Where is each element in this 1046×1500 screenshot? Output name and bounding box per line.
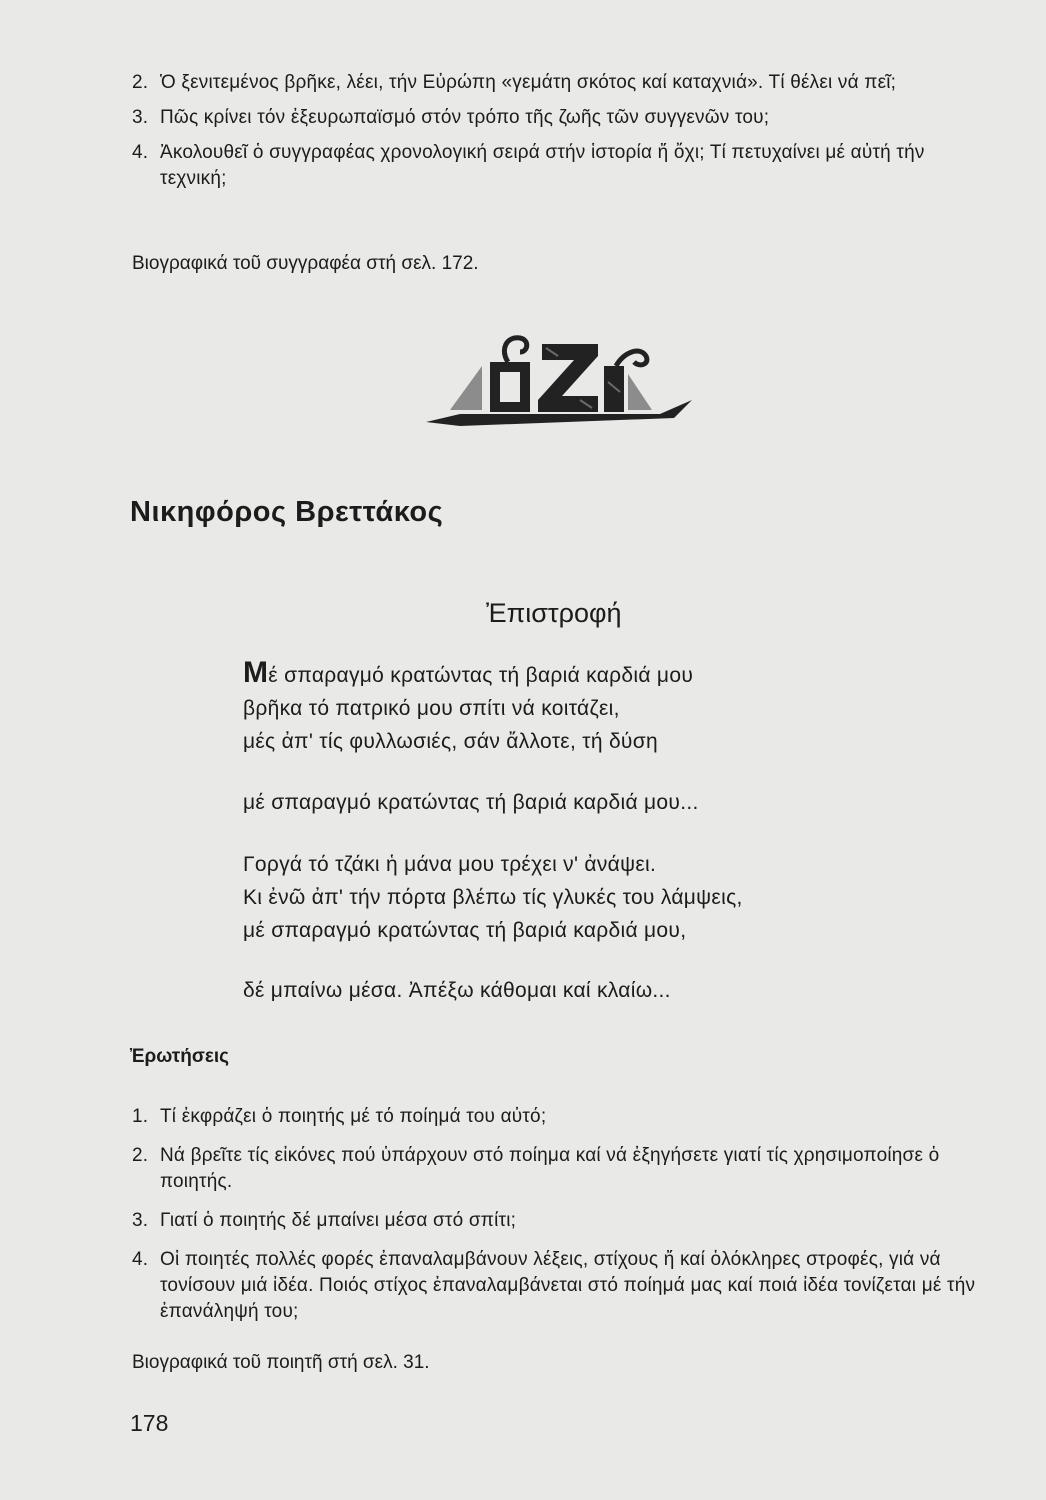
questions-heading: Ἐρωτήσεις — [130, 1046, 230, 1067]
question-text: Οἱ ποιητές πολλές φορές ἐπαναλαμβάνουν λέξεις, στίχους ἤ καί ὁλόκληρες στροφές, γιά νά τονίσουν μιά ἰδέα. Ποιός στίχος ἐπαναλαμβάνεται στό ποίημά μας καί ποιά ἰδέα τονίζεται μέ τήν ἐπανάληψή του; — [160, 1249, 976, 1322]
question-text: Ἀκολουθεῖ ὁ συγγραφέας χρονολογική σειρά στήν ἱστορία ἤ ὄχι; Τί πετυχαίνει μέ αὐτή τήν τεχνική; — [160, 142, 925, 189]
ornament-sail-right — [628, 374, 652, 410]
poem-stanza-1 — [243, 656, 943, 758]
author-biography-note: Βιογραφικά τοῦ συγγραφέα στή σελ. 172. — [132, 253, 479, 274]
poem-stanza-2 — [243, 786, 943, 819]
poem-line — [243, 656, 943, 692]
previous-questions-list — [132, 70, 992, 201]
question-number: 3. — [132, 1210, 149, 1231]
ornament-scroll-right — [616, 351, 647, 366]
question-text: Πῶς κρίνει τόν ἐξευρωπαϊσμό στόν τρόπο τῆς ζωῆς τῶν συγγενῶν του; — [160, 107, 770, 128]
question-text: Γιατί ὁ ποιητής δέ μπαίνει μέσα στό σπίτι; — [160, 1210, 517, 1231]
question-number: 2. — [132, 1145, 149, 1166]
poet-biography-note: Βιογραφικά τοῦ ποιητῆ στή σελ. 31. — [132, 1352, 430, 1373]
page-number: 178 — [130, 1410, 169, 1436]
questions-list — [132, 1104, 992, 1338]
question-number: 2. — [132, 72, 149, 93]
poem-line: μές ἀπ' τίς φυλλωσιές, σάν ἄλλοτε, τή δύση — [243, 730, 658, 753]
list-item — [132, 140, 992, 192]
list-item — [132, 1104, 992, 1130]
poem-line-text: έ σπαραγμό κρατώντας τή βαριά καρδιά μου — [268, 664, 694, 687]
poem-line: βρῆκα τό πατρικό μου σπίτι νά κοιτάζει, — [243, 697, 620, 720]
question-text: Νά βρεῖτε τίς εἰκόνες πού ὑπάρχουν στό ποίημα καί νά ἐξηγήσετε γιατί τίς χρησιμοποίησε ὁ ποιητής. — [160, 1145, 940, 1192]
ornament-block-center — [538, 344, 598, 412]
question-text: Τί ἐκφράζει ὁ ποιητής μέ τό ποίημά του αὐτό; — [160, 1106, 547, 1127]
poem-line: Γοργά τό τζάκι ἡ μάνα μου τρέχει ν' ἀνάψει. — [243, 853, 657, 876]
poem-line: δέ μπαίνω μέσα. Ἀπέξω κάθομαι καί κλαίω... — [243, 979, 671, 1002]
ornament-block-right — [604, 366, 624, 412]
list-item — [132, 70, 992, 96]
author-name: Νικηφόρος Βρεττάκος — [130, 496, 444, 528]
poem-stanza-3 — [243, 848, 943, 947]
ornament-sail-left — [450, 366, 482, 410]
question-number: 4. — [132, 1249, 149, 1270]
question-number: 3. — [132, 107, 149, 128]
list-item — [132, 1247, 992, 1325]
poem-line: Κι ἐνῶ ἀπ' τήν πόρτα βλέπω τίς γλυκές του λάμψεις, — [243, 886, 743, 909]
poem-line: μέ σπαραγμό κρατώντας τή βαριά καρδιά μου... — [243, 791, 699, 814]
question-text: Ὁ ξενιτεμένος βρῆκε, λέει, τήν Εὐρώπη «γεμάτη σκότος καί καταχνιά». Τί θέλει νά πεῖ; — [160, 72, 897, 93]
list-item — [132, 105, 992, 131]
ornament-scroll-left — [504, 338, 526, 362]
decorative-ship-ornament-icon — [420, 322, 700, 434]
question-number: 4. — [132, 142, 149, 163]
poem-title: Ἐπιστροφή — [486, 598, 622, 628]
drop-cap: Μ — [243, 656, 269, 689]
list-item — [132, 1143, 992, 1195]
poem-line: μέ σπαραγμό κρατώντας τή βαριά καρδιά μου, — [243, 919, 687, 942]
poem-stanza-4 — [243, 974, 943, 1007]
question-number: 1. — [132, 1106, 149, 1127]
list-item — [132, 1208, 992, 1234]
ornament-block-left — [490, 362, 530, 412]
